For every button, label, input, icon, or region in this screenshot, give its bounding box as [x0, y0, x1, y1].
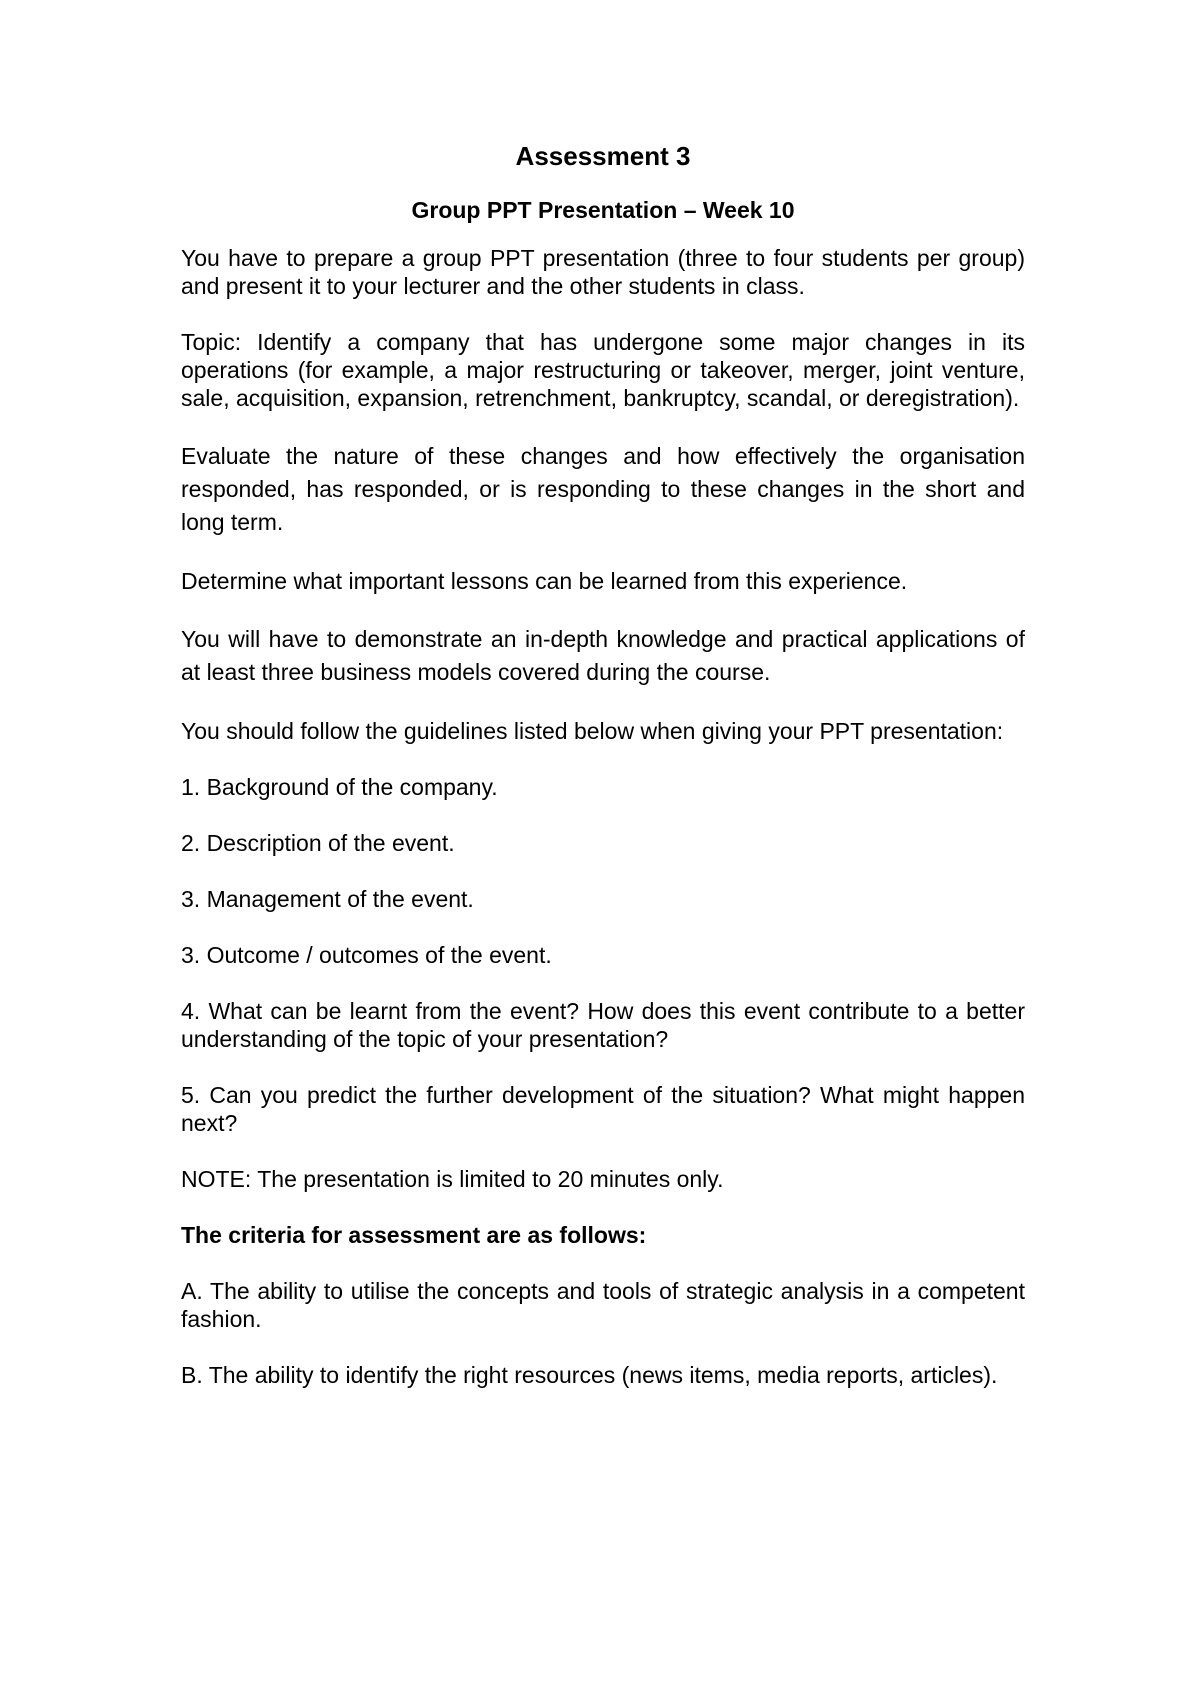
guideline-item: 4. What can be learnt from the event? How does this event contribute to a better understanding of the topic of your presentation? [181, 998, 1025, 1052]
guideline-item: 1. Background of the company. [181, 774, 498, 800]
document-body [181, 140, 1025, 1417]
document-subtitle: Group PPT Presentation – Week 10 [411, 197, 795, 223]
guideline-item: 5. Can you predict the further development of the situation? What might happen next? [181, 1082, 1025, 1136]
topic-paragraph: Topic: Identify a company that has undergone some major changes in its operations (for example, a major restructuring or takeover, merger, joint venture, sale, acquisition, expansion, retrenchment, bankruptcy, scandal, or deregistration). [181, 329, 1025, 411]
note-paragraph: NOTE: The presentation is limited to 20 minutes only. [181, 1166, 724, 1192]
criteria-item: A. The ability to utilise the concepts and tools of strategic analysis in a competent fashion. [181, 1278, 1025, 1332]
models-paragraph: You will have to demonstrate an in-depth knowledge and practical applications of at least three business models covered during the course. [181, 626, 1025, 685]
guideline-item: 2. Description of the event. [181, 830, 455, 856]
evaluate-paragraph: Evaluate the nature of these changes and how effectively the organisation responded, has responded, or is responding to these changes in the short and long term. [181, 443, 1025, 535]
guidelines-intro-paragraph: You should follow the guidelines listed below when giving your PPT presentation: [181, 718, 1004, 744]
lessons-paragraph: Determine what important lessons can be learned from this experience. [181, 568, 908, 594]
criteria-heading: The criteria for assessment are as follows: [181, 1222, 647, 1248]
intro-paragraph: You have to prepare a group PPT presentation (three to four students per group) and present it to your lecturer and the other students in class. [181, 245, 1025, 299]
guideline-item: 3. Outcome / outcomes of the event. [181, 942, 552, 968]
document-title: Assessment 3 [515, 141, 691, 171]
criteria-item: B. The ability to identify the right resources (news items, media reports, articles). [181, 1362, 998, 1388]
guideline-item: 3. Management of the event. [181, 886, 474, 912]
